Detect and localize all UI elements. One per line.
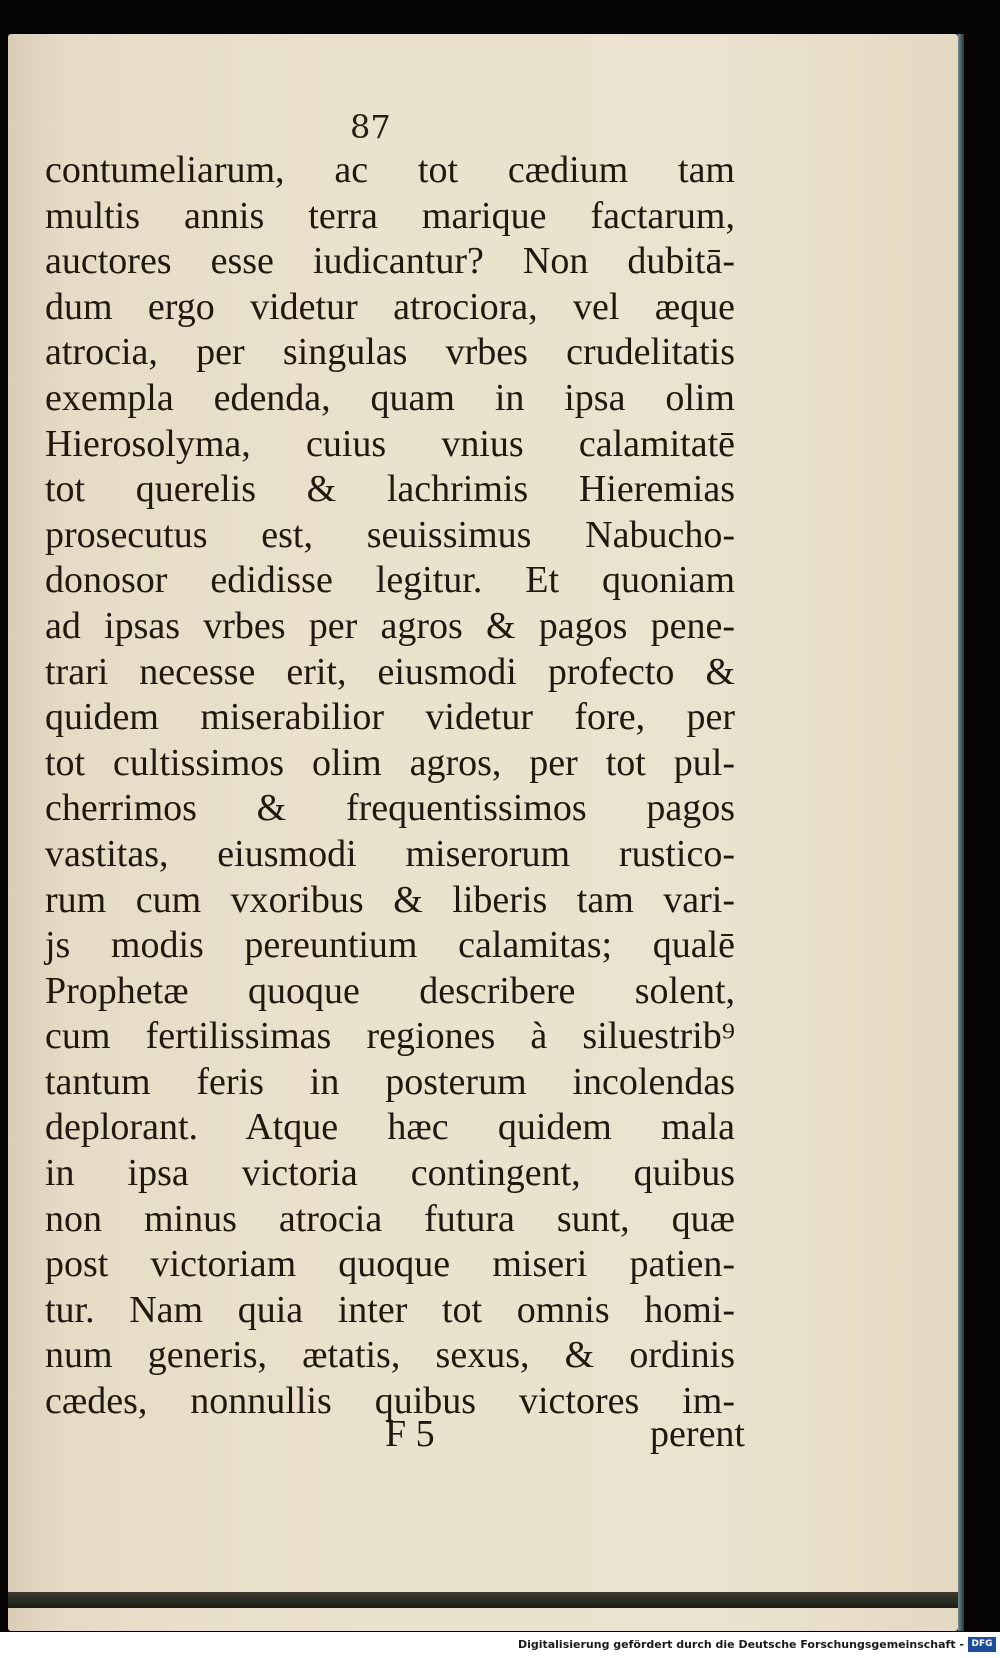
text-line: tantum feris in posterum incolendas bbox=[45, 1060, 735, 1103]
text-line: donosor edidisse legitur. Et quoniam bbox=[45, 559, 735, 602]
text-line: tur. Nam quia inter tot omnis homi- bbox=[45, 1288, 735, 1331]
text-line: tot querelis & lachrimis Hieremias bbox=[45, 468, 735, 511]
catchword: perent bbox=[650, 1413, 745, 1455]
text-line: non minus atrocia futura sunt, quæ bbox=[45, 1197, 735, 1240]
text-line: ad ipsas vrbes per agros & pagos pene- bbox=[45, 604, 735, 647]
text-line: cherrimos & frequentissimos pagos bbox=[45, 787, 735, 830]
text-line: tot cultissimos olim agros, per tot pul- bbox=[45, 741, 735, 784]
funding-credit: Digitalisierung gefördert durch die Deutsche Forschungsgemeinschaft - bbox=[517, 1638, 964, 1651]
text-line: quidem miserabilior videtur fore, per bbox=[45, 696, 735, 739]
text-line: cædes, nonnullis quibus victores im- bbox=[45, 1380, 735, 1423]
signature-mark: F 5 bbox=[385, 1413, 435, 1455]
text-line: dum ergo videtur atrociora, vel æque bbox=[45, 285, 735, 328]
page-number: 87 bbox=[350, 108, 391, 146]
text-line: deplorant. Atque hæc quidem mala bbox=[45, 1106, 735, 1149]
text-line: js modis pereuntium calamitas; qualē bbox=[45, 924, 735, 967]
text-line: trari necesse erit, eiusmodi profecto & bbox=[45, 650, 735, 693]
text-line: multis annis terra marique factarum, bbox=[45, 194, 735, 237]
footer-bar bbox=[0, 1632, 1000, 1658]
page-edge-right bbox=[958, 34, 964, 1631]
catchline bbox=[385, 1412, 745, 1460]
text-line: rum cum vxoribus & liberis tam vari- bbox=[45, 878, 735, 921]
text-line: contumeliarum, ac tot cædium tam bbox=[45, 149, 735, 191]
page-edge-bottom bbox=[8, 1592, 958, 1608]
text-line: prosecutus est, seuissimus Nabucho- bbox=[45, 513, 735, 556]
text-line: cum fertilissimas regiones à siluestrib⁹ bbox=[45, 1015, 735, 1058]
text-line: vastitas, eiusmodi miserorum rustico- bbox=[45, 832, 735, 875]
text-line: in ipsa victoria contingent, quibus bbox=[45, 1152, 735, 1195]
dfg-logo: DFG bbox=[968, 1637, 996, 1652]
text-line: Prophetæ quoque describere solent, bbox=[45, 969, 735, 1012]
text-line: exempla edenda, quam in ipsa olim bbox=[45, 376, 735, 419]
text-line: auctores esse iudicantur? Non dubitā- bbox=[45, 240, 735, 283]
text-line: Hierosolyma, cuius vnius calamitatē bbox=[45, 422, 735, 465]
text-line: atrocia, per singulas vrbes crudelitatis bbox=[45, 331, 735, 374]
body-text bbox=[45, 148, 735, 1425]
text-line: num generis, ætatis, sexus, & ordinis bbox=[45, 1334, 735, 1377]
text-line: post victoriam quoque miseri patien- bbox=[45, 1243, 735, 1286]
